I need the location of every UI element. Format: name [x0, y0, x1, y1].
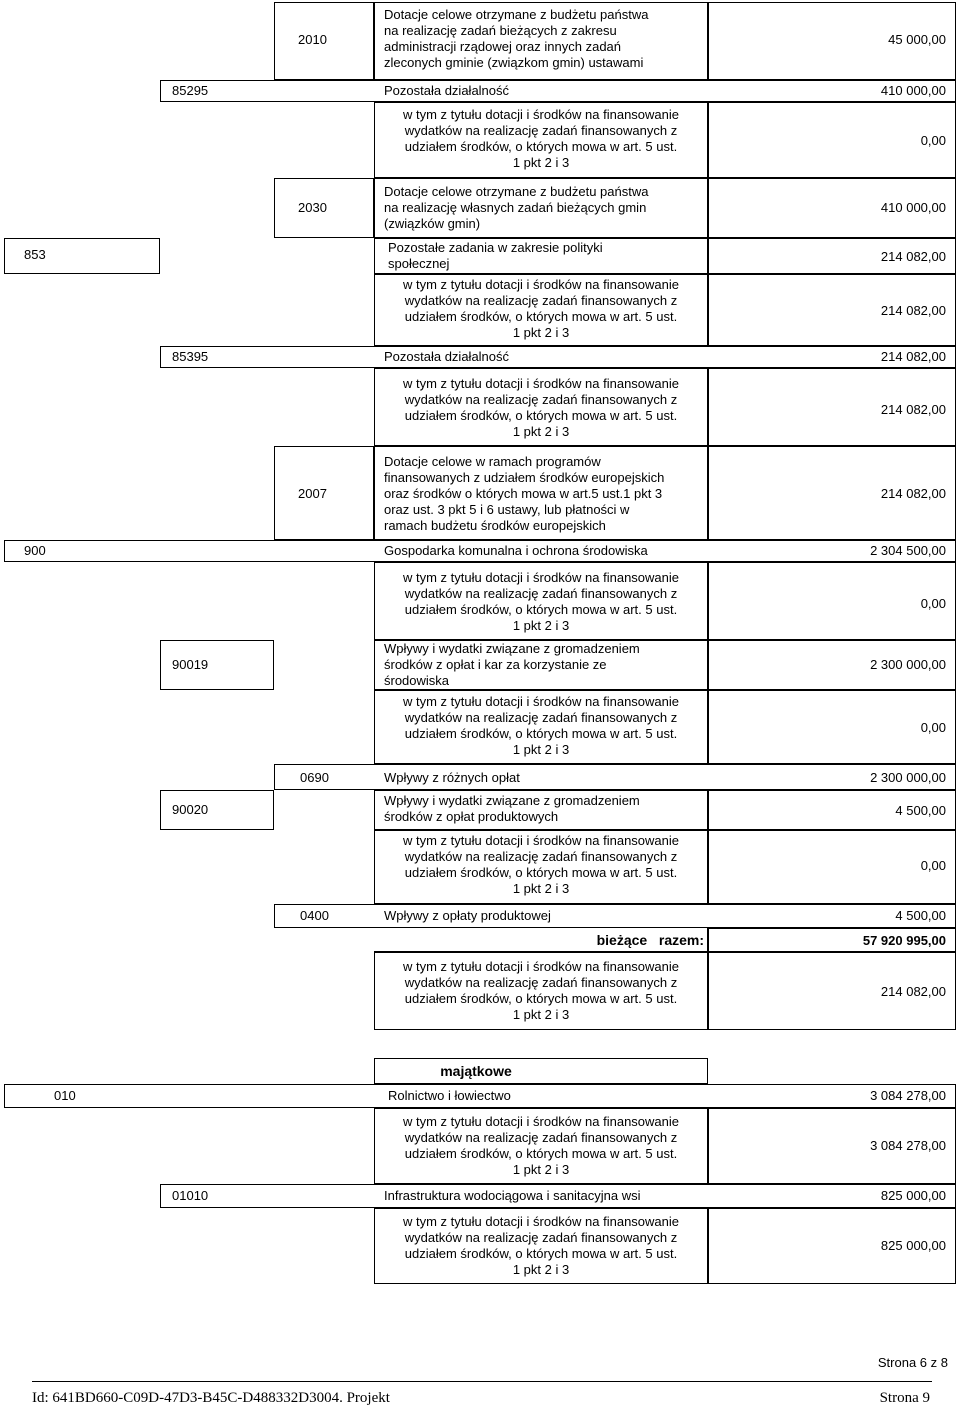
- amount-2030: 410 000,00: [880, 200, 946, 215]
- wtym-90019-amount: 0,00: [920, 720, 946, 735]
- code-85295: 85295: [172, 83, 209, 98]
- amount-900: 2 304 500,00: [870, 543, 946, 558]
- amount-90019: 2 300 000,00: [870, 657, 946, 672]
- biezace-label: bieżące razem:: [596, 932, 704, 948]
- amount-0400: 4 500,00: [895, 908, 946, 923]
- row-85295: [160, 80, 956, 102]
- code-900: 900: [24, 543, 46, 558]
- wtym-90019-desc: w tym z tytułu dotacji i środków na finansowanie wydatków na realizację zadań finansowanych z udziałem środków, o których mowa w art. 5 ust. 1 pkt 2 i 3: [402, 694, 679, 757]
- amount-2010: 45 000,00: [888, 32, 946, 47]
- wtym-853-desc: w tym z tytułu dotacji i środków na finansowanie wydatków na realizację zadań finansowanych z udziałem środków, o których mowa w art. 5 ust. 1 pkt 2 i 3: [402, 277, 679, 340]
- code-2007: 2007: [298, 486, 327, 501]
- code-0690: 0690: [300, 770, 329, 785]
- biezace-amount: 57 920 995,00: [862, 933, 946, 948]
- name-010: Rolnictwo i łowiectwo: [388, 1088, 511, 1103]
- name-900: Gospodarka komunalna i ochrona środowiska: [384, 543, 648, 558]
- name-85295: Pozostała działalność: [384, 83, 510, 98]
- footer-divider: [32, 1381, 932, 1382]
- page-number-inner: Strona 6 z 8: [877, 1355, 948, 1370]
- amount-01010: 825 000,00: [880, 1188, 946, 1203]
- desc-0400: Wpływy z opłaty produktowej: [384, 908, 551, 923]
- code-2010: 2010: [298, 32, 327, 47]
- row-85395: [160, 346, 956, 368]
- biezace-wtym-amount: 214 082,00: [880, 984, 946, 999]
- code-90020: 90020: [172, 802, 209, 817]
- desc-0690: Wpływy z różnych opłat: [384, 770, 520, 785]
- name-01010: Infrastruktura wodociągowa i sanitacyjna wsi: [384, 1188, 641, 1203]
- wtym-01010-desc: w tym z tytułu dotacji i środków na finansowanie wydatków na realizację zadań finansowanych z udziałem środków, o których mowa w art. 5 ust. 1 pkt 2 i 3: [402, 1214, 679, 1277]
- cell-90019-wtym-amount: [708, 690, 956, 764]
- biezace-wtym-desc: w tym z tytułu dotacji i środków na finansowanie wydatków na realizację zadań finansowanych z udziałem środków, o których mowa w art. 5 ust. 1 pkt 2 i 3: [402, 959, 679, 1022]
- amount-0690: 2 300 000,00: [870, 770, 946, 785]
- code-010: 010: [54, 1088, 76, 1103]
- amount-85395: 214 082,00: [880, 349, 946, 364]
- wtym-85295-desc: w tym z tytułu dotacji i środków na finansowanie wydatków na realizację zadań finansowanych z udziałem środków, o których mowa w art. 5 ust. 1 pkt 2 i 3: [402, 107, 679, 170]
- code-853: 853: [24, 247, 46, 262]
- name-90020: Wpływy i wydatki związane z gromadzeniem środków z opłat produktowych: [384, 793, 640, 824]
- wtym-85295-amount: 0,00: [920, 133, 946, 148]
- code-85395: 85395: [172, 349, 209, 364]
- desc-2030: Dotacje celowe otrzymane z budżetu państwa na realizację własnych zadań bieżących gmin (związków gmin): [384, 184, 649, 231]
- code-0400: 0400: [300, 908, 329, 923]
- code-2030: 2030: [298, 200, 327, 215]
- wtym-010-amount: 3 084 278,00: [870, 1138, 946, 1153]
- amount-853: 214 082,00: [880, 249, 946, 264]
- name-853: Pozostałe zadania w zakresie polityki społecznej: [388, 240, 603, 271]
- wtym-01010-amount: 825 000,00: [880, 1238, 946, 1253]
- wtym-90020-amount: 0,00: [920, 858, 946, 873]
- code-01010: 01010: [172, 1188, 209, 1203]
- majatkowe-heading: majątkowe: [440, 1063, 512, 1079]
- document-id: Id: 641BD660-C09D-47D3-B45C-D488332D3004. Projekt: [32, 1390, 390, 1406]
- wtym-85395-amount: 214 082,00: [880, 402, 946, 417]
- amount-2007: 214 082,00: [880, 486, 946, 501]
- wtym-85395-desc: w tym z tytułu dotacji i środków na finansowanie wydatków na realizację zadań finansowanych z udziałem środków, o których mowa w art. 5 ust. 1 pkt 2 i 3: [402, 376, 679, 439]
- wtym-900-amount: 0,00: [920, 596, 946, 611]
- cell-90020-wtym-amount: [708, 830, 956, 904]
- wtym-900-desc: w tym z tytułu dotacji i środków na finansowanie wydatków na realizację zadań finansowanych z udziałem środków, o których mowa w art. 5 ust. 1 pkt 2 i 3: [402, 570, 679, 633]
- row-0400: [274, 904, 956, 928]
- code-90019: 90019: [172, 657, 209, 672]
- wtym-90020-desc: w tym z tytułu dotacji i środków na finansowanie wydatków na realizację zadań finansowanych z udziałem środków, o których mowa w art. 5 ust. 1 pkt 2 i 3: [402, 833, 679, 896]
- name-85395: Pozostała działalność: [384, 349, 510, 364]
- desc-2007: Dotacje celowe w ramach programów finansowanych z udziałem środków europejskich oraz środków o których mowa w art.5 ust.1 pkt 3 oraz ust. 3 pkt 5 i 6 ustawy, lub płatności w ramach budżetu środków europejskich: [384, 454, 665, 533]
- amount-85295: 410 000,00: [880, 83, 946, 98]
- amount-90020: 4 500,00: [895, 803, 946, 818]
- wtym-853-amount: 214 082,00: [880, 303, 946, 318]
- amount-010: 3 084 278,00: [870, 1088, 946, 1103]
- cell-85295-wtym-amount: [708, 102, 956, 178]
- page-number-outer: Strona 9: [879, 1390, 930, 1406]
- name-90019: Wpływy i wydatki związane z gromadzeniem środków z opłat i kar za korzystanie ze środowiska: [384, 641, 640, 688]
- row-0690: [274, 764, 956, 790]
- desc-2010: Dotacje celowe otrzymane z budżetu państwa na realizację zadań bieżących z zakresu administracji rządowej oraz innych zadań zleconych gminie (związkom gmin) ustawami: [384, 7, 649, 70]
- cell-900-wtym-amount: [708, 562, 956, 640]
- wtym-010-desc: w tym z tytułu dotacji i środków na finansowanie wydatków na realizację zadań finansowanych z udziałem środków, o których mowa w art. 5 ust. 1 pkt 2 i 3: [402, 1114, 679, 1177]
